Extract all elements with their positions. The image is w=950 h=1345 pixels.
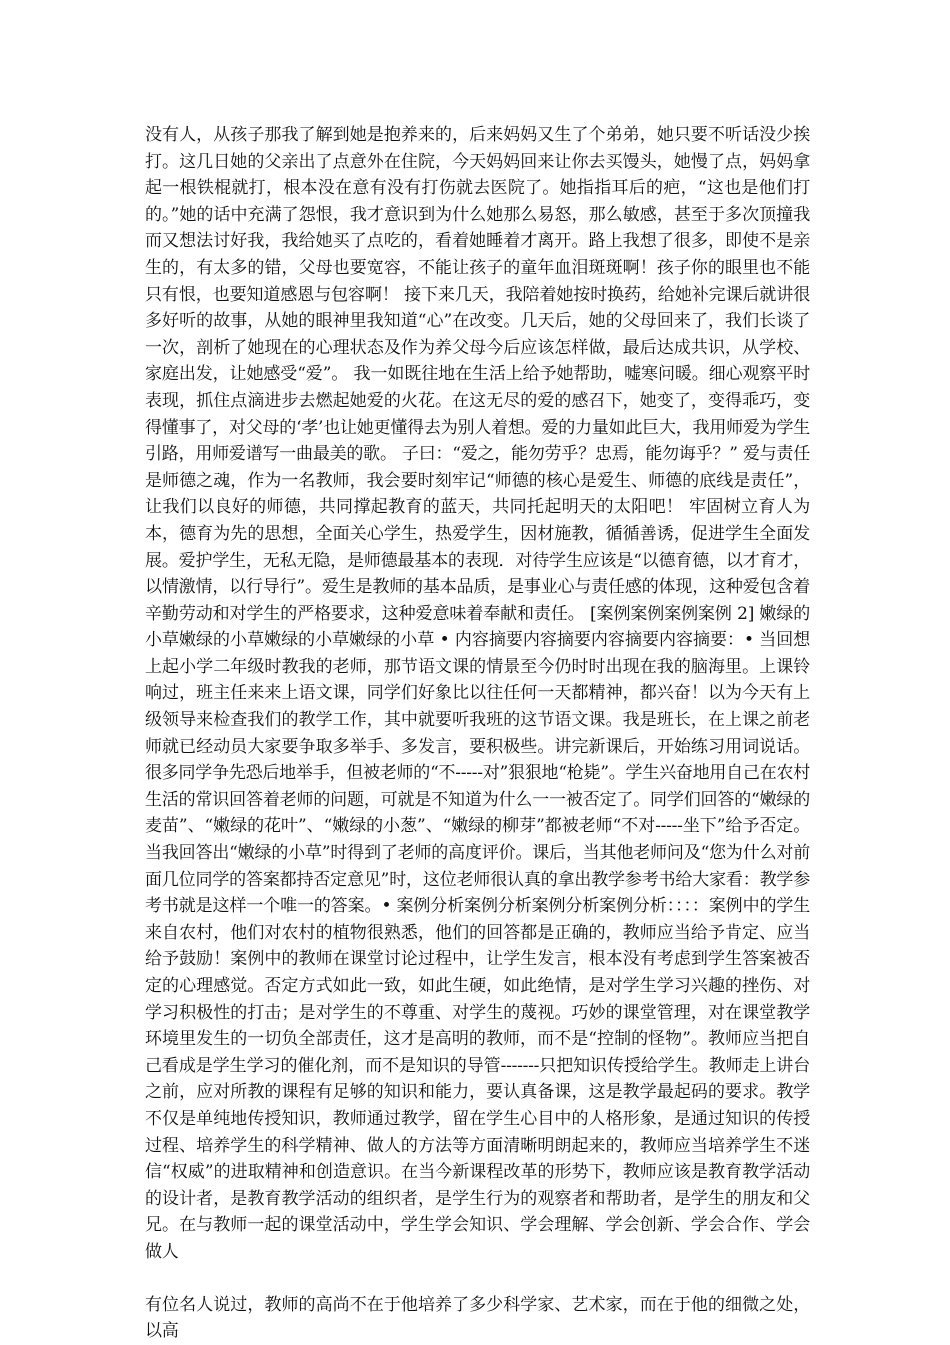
body-paragraph-1: 没有人，从孩子那我了解到她是抱养来的，后来妈妈又生了个弟弟，她只要不听话没少挨打。这几日她的父亲出了点意外在住院，今天妈妈回来让你去买馒头，她慢了点，妈妈拿起一根铁棍就打，根本没在意有没有打伤就去医院了。她指指耳后的疤，“这也是他们打的。”她的话中充满了怨恨，我才意识到为什么她那么易怒，那么敏感，甚至于多次顶撞我而又想法讨好我，我给她买了点吃的，看着她睡着才离开。路上我想了很多，即使不是亲生的，有太多的错，父母也要宽容，不能让孩子的童年血泪斑斑啊！孩子你的眼里也不能只有恨，也要知道感恩与包容啊！ 接下来几天，我陪着她按时换药，给她补完课后就讲很多好听的故事，从她的眼神里我知道“心”在改变。几天后，她的父母回来了，我们长谈了一次，剖析了她现在的心理状态及作为养父母今后应该怎样做，最后达成共识，从学校、家庭出发，让她感受“爱”。 我一如既往地在生活上给予她帮助，嘘寒问暖。细心观察平时表现，抓住点滴进步去燃起她爱的火花。在这无尽的爱的感召下，她变了，变得乖巧，变得懂事了，对父母的‘孝’也让她更懂得去为别人着想。爱的力量如此巨大，我用师爱为学生引路，用师爱谱写一曲最美的歌。 子曰：“爱之，能勿劳乎？忠焉，能勿诲乎？” 爱与责任是师德之魂，作为一名教师，我会要时刻牢记“师德的核心是爱生、师德的底线是责任”，让我们以良好的师德，共同撑起教育的蓝天，共同托起明天的太阳吧！ 牢固树立育人为本，德育为先的思想，全面关心学生，热爱学生，因材施教，循循善诱，促进学生全面发展。爱护学生，无私无隐，是师德最基本的表现．对待学生应该是“以德育德，以才育才，以情激情，以行导行”。爱生是教师的基本品质，是事业心与责任感的体现，这种爱包含着辛勤劳动和对学生的严格要求，这种爱意味着奉献和责任。 [案例案例案例案例 2] 嫩绿的小草嫩绿的小草嫩绿的小草嫩绿的小草 • 内容摘要内容摘要内容摘要内容摘要：• 当回想上起小学二年级时教我的老师，那节语文课的情景至今仍时时出现在我的脑海里。上课铃响过，班主任来来上语文课，同学们好象比以往任何一天都精神，都兴奋！以为今天有上级领导来检查我们的教学工作，其中就要听我班的这节语文课。我是班长，在上课之前老师就已经动员大家要争取多举手、多发言，要积极些。讲完新课后，开始练习用词说话。很多同学争先恐后地举手，但被老师的“不-----对”狠狠地“枪毙”。学生兴奋地用自己在农村生活的常识回答着老师的问题，可就是不知道为什么一一被否定了。同学们回答的“嫩绿的麦苗”、“嫩绿的花叶”、“嫩绿的小葱”、“嫩绿的柳芽”都被老师“不对-----坐下”给予否定。当我回答出“嫩绿的小草”时得到了老师的高度评价。课后，当其他老师问及“您为什么对前面几位同学的答案都持否定意见”时，这位老师很认真的拿出教学参考书给大家看：教学参考书就是这样一个唯一的答案。• 案例分析案例分析案例分析案例分析：：：：案例中的学生来自农村，他们对农村的植物很熟悉，他们的回答都是正确的，教师应当给予肯定、应当给予鼓励！案例中的教师在课堂讨论过程中，让学生发言，根本没有考虑到学生答案被否定的心理感觉。否定方式如此一致，如此生硬，如此绝情，是对学生学习兴趣的挫伤、对学习积极性的打击；是对学生的不尊重、对学生的蔑视。巧妙的课堂管理，对在课堂教学环境里发生的一切负全部责任，这才是高明的教师，而不是“控制的怪物”。教师应当把自己看成是学生学习的催化剂，而不是知识的导管-------只把知识传授给学生。教师走上讲台之前，应对所教的课程有足够的知识和能力，要认真备课，这是教学最起码的要求。教学不仅是单纯地传授知识，教师通过教学，留在学生心目中的人格形象，是通过知识的传授过程、培养学生的科学精神、做人的方法等方面清晰明朗起来的，教师应当培养学生不迷信“权威”的进取精神和创造意识。在当今新课程改革的形势下，教师应该是教育教学活动的设计者，是教育教学活动的组织者，是学生行为的观察者和帮助者，是学生的朋友和父兄。在与教师一起的课堂活动中，学生学会知识、学会理解、学会创新、学会合作、学会做人: [145, 125, 810, 1262]
body-paragraph-2: 有位名人说过，教师的高尚不在于他培养了多少科学家、艺术家，而在于他的细微之处，以高: [145, 1294, 810, 1342]
document-page: [145, 122, 810, 1345]
